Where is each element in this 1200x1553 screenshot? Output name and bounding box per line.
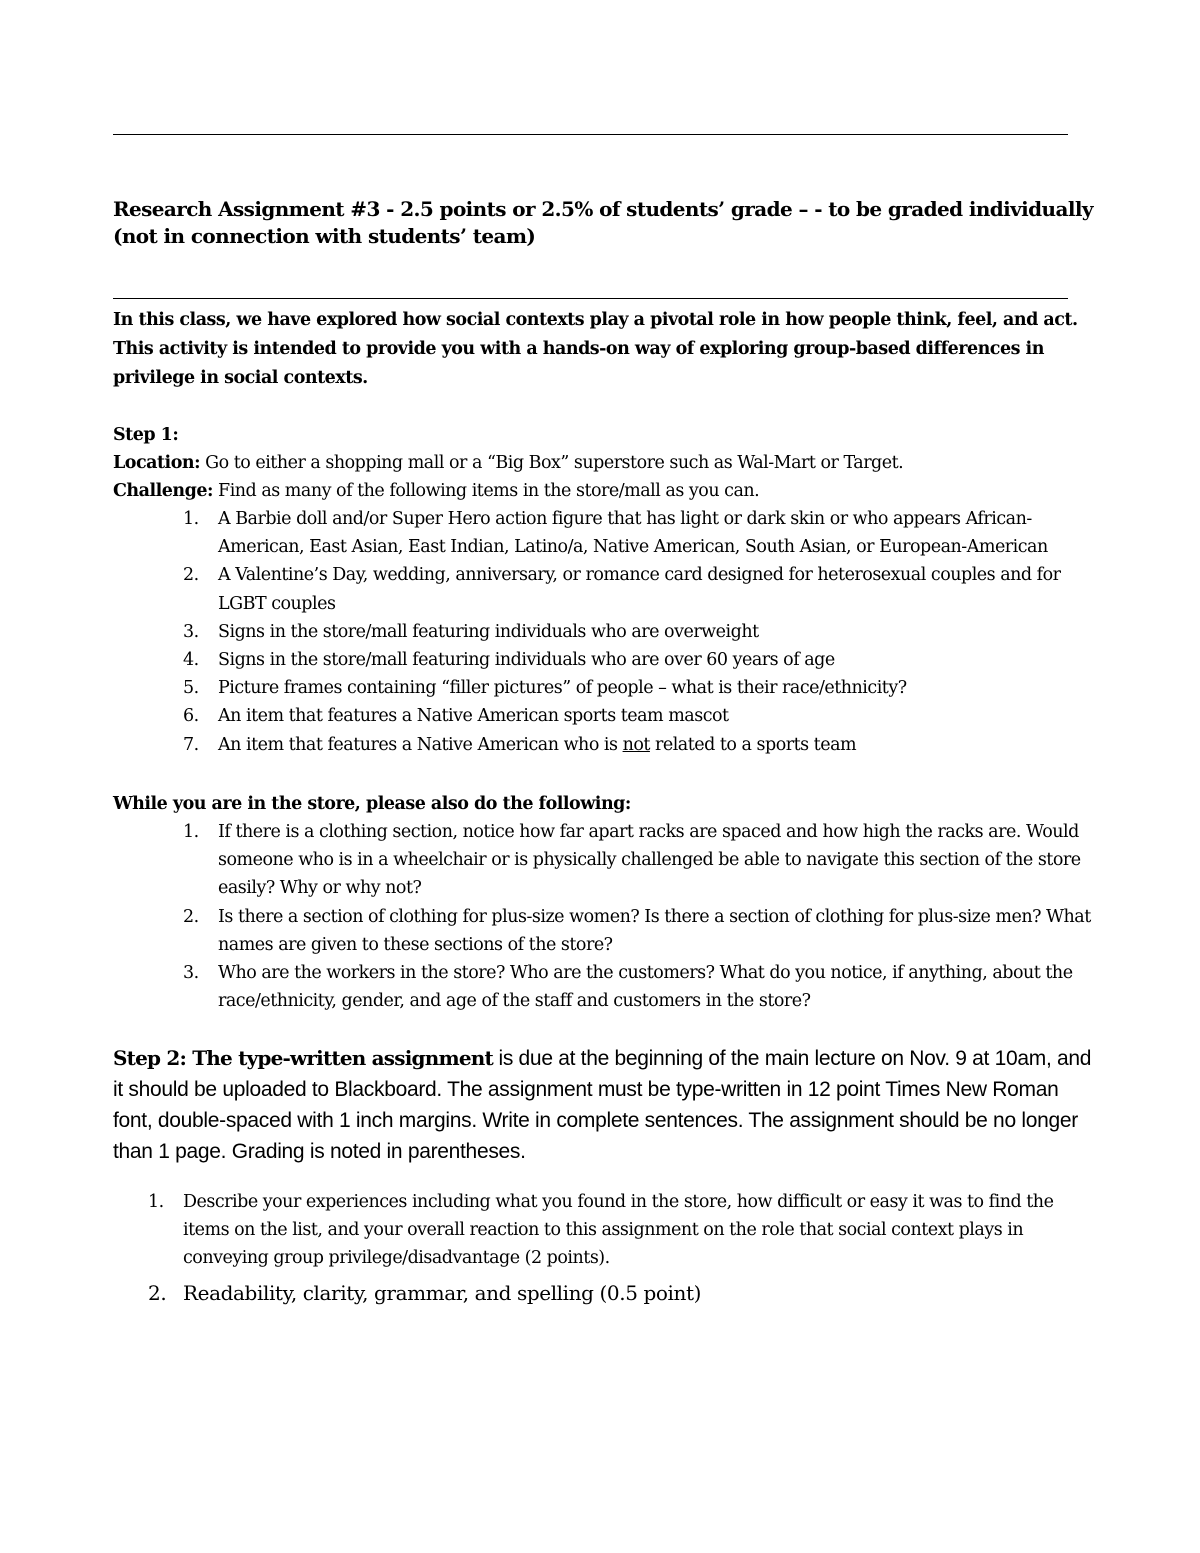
step1-section [113, 421, 1103, 759]
top-rule [113, 134, 1068, 135]
challenge-line [113, 477, 1103, 505]
grading-list [113, 1188, 1103, 1308]
while-list [113, 818, 1103, 1015]
list-item: 5. Picture frames containing “filler pictures” of people – what is their race/ethnicity? [183, 678, 907, 699]
list-item: 4. Signs in the store/mall featuring individuals who are over 60 years of age [183, 650, 835, 671]
location-line [113, 449, 1103, 477]
list-item: 3. Signs in the store/mall featuring individuals who are overweight [183, 621, 759, 642]
underlined-word: not [622, 734, 650, 755]
list-item: 3. Who are the workers in the store? Who are the customers? What do you notice, if anything, about the race/ethnicity, gender, and age of the staff and customers in the store? [183, 963, 1073, 1012]
challenge-list [113, 505, 1103, 759]
step1-heading: Step 1: [113, 425, 179, 445]
while-section [113, 790, 1103, 1015]
step2-paragraph [113, 1043, 1098, 1167]
intro-paragraph: In this class, we have explored how social contexts play a pivotal role in how people think, feel, and act. This activity is intended to provide you with a hands-on way of exploring group-based differences in privilege in social contexts. [113, 310, 1078, 388]
while-heading: While you are in the store, please also do the following: [113, 794, 631, 814]
assignment-title: Research Assignment #3 - 2.5 points or 2.5% of students’ grade – - to be graded individually (not in connection with students’ team) [113, 197, 1093, 248]
list-item: 1. If there is a clothing section, notice how far apart racks are spaced and how high the racks are. Would someone who is in a wheelchair or is physically challenged be able to navigate this section of the store easily? Why or why not? [183, 822, 1081, 899]
location-text: Go to either a shopping mall or a “Big Box” superstore such as Wal-Mart or Target. [200, 453, 904, 473]
location-label: Location: [113, 453, 201, 473]
challenge-text: Find as many of the following items in the store/mall as you can. [212, 481, 760, 501]
list-item: 2. A Valentine’s Day, wedding, anniversary, or romance card designed for heterosexual couples and for LGBT couples [183, 565, 1061, 614]
step2-label: Step 2: The type-written assignment [113, 1046, 493, 1070]
challenge-label: Challenge: [113, 481, 213, 501]
list-item: 1. Describe your experiences including what you found in the store, how difficult or easy it was to find the items on the list, and your overall reaction to this assignment on the role that social context plays in conveying group privilege/disadvantage (2 points). [148, 1192, 1054, 1269]
list-item: 2. Is there a section of clothing for plus-size women? Is there a section of clothing for plus-size men? What names are given to these sections of the store? [183, 906, 1091, 955]
grading-section [113, 1188, 1103, 1308]
list-item: 6. An item that features a Native American sports team mascot [183, 706, 729, 727]
step2-text: is due at the beginning of the main lecture on Nov. 9 at 10am, and it should be uploaded to Blackboard. The assignment must be type-written in 12 point Times New Roman font, double-spaced with 1 inch margins. Write in complete sentences. The assignment should be no longer than 1 page. Grading is noted in parentheses. [113, 1047, 1092, 1163]
list-item: 1. A Barbie doll and/or Super Hero action figure that has light or dark skin or who appears African-American, East Asian, East Indian, Latino/a, Native American, South Asian, or European-American [183, 509, 1048, 558]
list-item: 7. An item that features a Native American who is not related to a sports team [183, 734, 857, 755]
section-rule [113, 298, 1068, 299]
list-item: 2. Readability, clarity, grammar, and spelling (0.5 point) [148, 1280, 702, 1305]
